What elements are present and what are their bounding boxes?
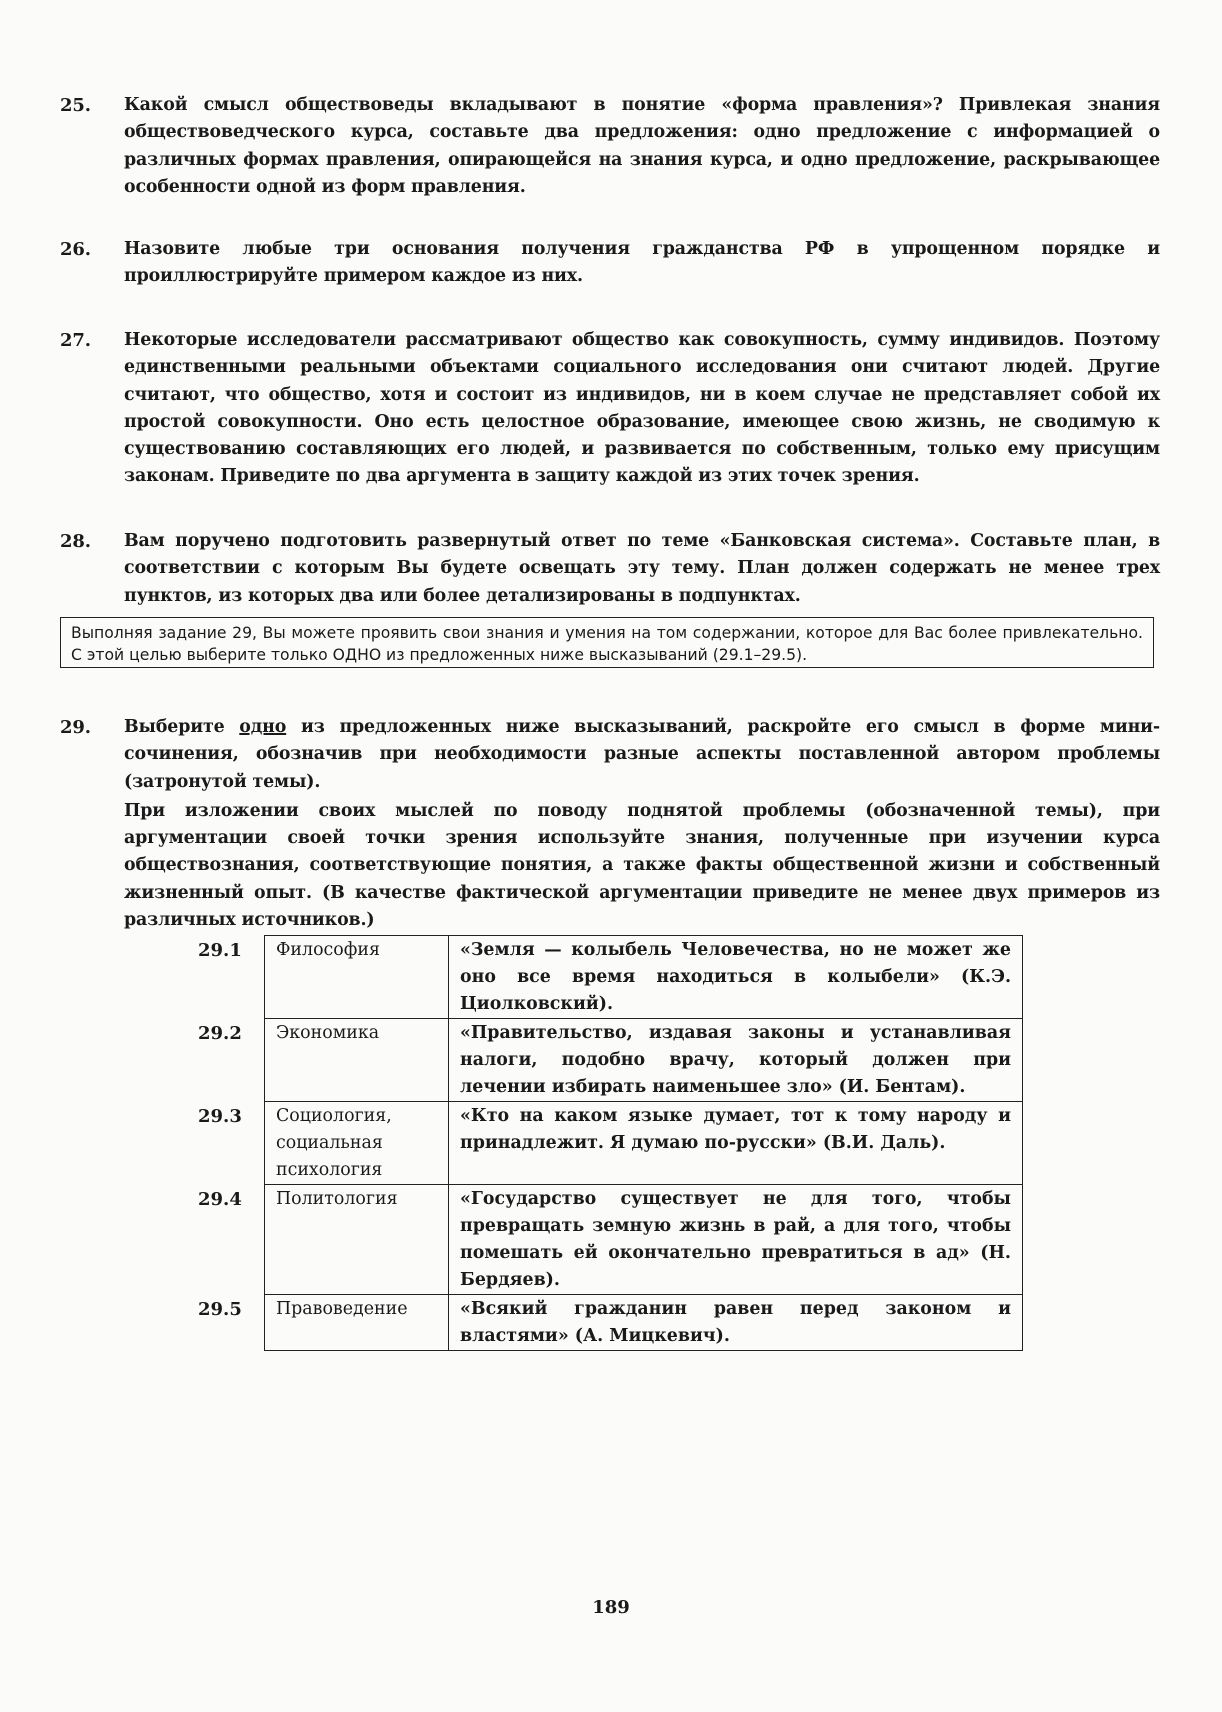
text-run: При изложении своих мыслей по поводу поднятой проблемы (обозначенной темы), при аргументации своей точки зрения используйте (124, 800, 1160, 849)
quote-text: «Кто на каком языке думает, тот к тому народу и принадлежит. Я думаю по-русски» (В.И. Даль). (449, 1102, 1023, 1185)
table-row (187, 1019, 1023, 1102)
task-29-notice-box: Выполняя задание 29, Вы можете проявить свои знания и умения на том содержании, которое для Вас более привлекательно. С этой целью выберите только ОДНО из предложенных ниже высказываний (29.1–29.5). (60, 617, 1154, 668)
emphasis-one: одно (239, 717, 287, 737)
quote-id: 29.4 (198, 1188, 242, 1210)
question-27 (60, 327, 1160, 491)
instruction-paragraph-1 (124, 714, 1160, 796)
quotes-table (187, 935, 1023, 1351)
question-number: 27. (60, 330, 91, 351)
question-number: 25. (60, 95, 91, 116)
question-28 (60, 528, 1160, 610)
quote-subject: Политология (265, 1185, 449, 1295)
text-run: . (В качестве фактической аргументации приведите не менее двух примеров из различных источников.) (124, 882, 1160, 931)
quote-subject: Философия (265, 936, 449, 1019)
question-text: Вам поручено подготовить развернутый ответ по теме «Банковская система». Составьте план, в соответствии с которым Вы будете освещать эту тему. План должен содержать не менее трех пунктов, из которых два или более детализированы в подпунктах. (124, 531, 1160, 606)
text-run: из предложенных ниже высказываний, раскройте его смысл в форме мини-сочинения, обозначив при необходимости разные аспекты поставленной автором проблемы (затронутой темы). (124, 717, 1160, 792)
question-number: 29. (60, 717, 91, 738)
text-run: Выберите (124, 717, 240, 737)
text-run: , а также (586, 855, 696, 876)
question-29 (60, 714, 1160, 934)
table-row (187, 1295, 1023, 1351)
question-text: Некоторые исследователи рассматривают общество как совокупность, сумму индивидов. Поэтому единственными реальными объектами социального исследования они считают людей. Другие считают, что общество, хотя и состоит из индивидов, ни в коем случае не представляет собой их простой совокупности. Оно есть целостное образование, имеющее свою жизнь, не сводимую к существованию составляющих его людей, и развивается по собственным, только ему присущим законам. Приведите по два аргумента в защиту каждой из этих точек зрения. (124, 330, 1160, 487)
quote-text: «Земля — колыбель Человечества, но не может же оно все время находиться в колыбели» (К.Э. Циолковский). (449, 936, 1023, 1019)
table-row (187, 936, 1023, 1019)
question-text (124, 714, 1160, 934)
quote-text: «Государство существует не для того, чтобы превращать земную жизнь в рай, а для того, чтобы помешать ей окончательно превратиться в ад» (Н. Бердяев). (449, 1185, 1023, 1295)
quote-text: «Всякий гражданин равен перед законом и властями» (А. Мицкевич). (449, 1295, 1023, 1351)
keyword-concepts: понятия (500, 855, 587, 876)
quote-id: 29.3 (198, 1105, 242, 1127)
instruction-paragraph-2 (124, 798, 1160, 934)
keyword-facts: факты (695, 855, 763, 876)
keyword-knowledge: знания (685, 828, 759, 849)
question-number: 28. (60, 531, 91, 552)
quote-id: 29.5 (198, 1298, 242, 1320)
quote-subject: Социология, социальная психология (265, 1102, 449, 1185)
question-26 (60, 236, 1160, 291)
text-run: , полученные при изучении курса обществознания, соответствующие (124, 828, 1160, 876)
quote-id: 29.1 (198, 939, 242, 961)
question-text: Какой смысл обществоведы вкладывают в понятие «форма правления»? Привлекая знания обществоведческого курса, составьте два предложения: одно предложение с информацией о различных формах правления, опирающейся на знания курса, и одно предложение, раскрывающее особенности одной из форм правления. (124, 95, 1160, 197)
table-row (187, 1185, 1023, 1295)
keyword-experience: опыт (254, 882, 306, 903)
question-number: 26. (60, 239, 91, 260)
page-number: 189 (592, 1597, 630, 1618)
question-text: Назовите любые три основания получения гражданства РФ в упрощенном порядке и проиллюстрируйте примером каждое из них. (124, 239, 1160, 287)
quote-subject: Экономика (265, 1019, 449, 1102)
quote-subject: Правоведение (265, 1295, 449, 1351)
quote-id: 29.2 (198, 1022, 242, 1044)
quote-text: «Правительство, издавая законы и устанавливая налоги, подобно врачу, который должен при лечении избирать наименьшее зло» (И. Бентам). (449, 1019, 1023, 1102)
text-run: общественной жизни и собственный жизненный (124, 855, 1160, 903)
question-25 (60, 92, 1160, 201)
table-row (187, 1102, 1023, 1185)
